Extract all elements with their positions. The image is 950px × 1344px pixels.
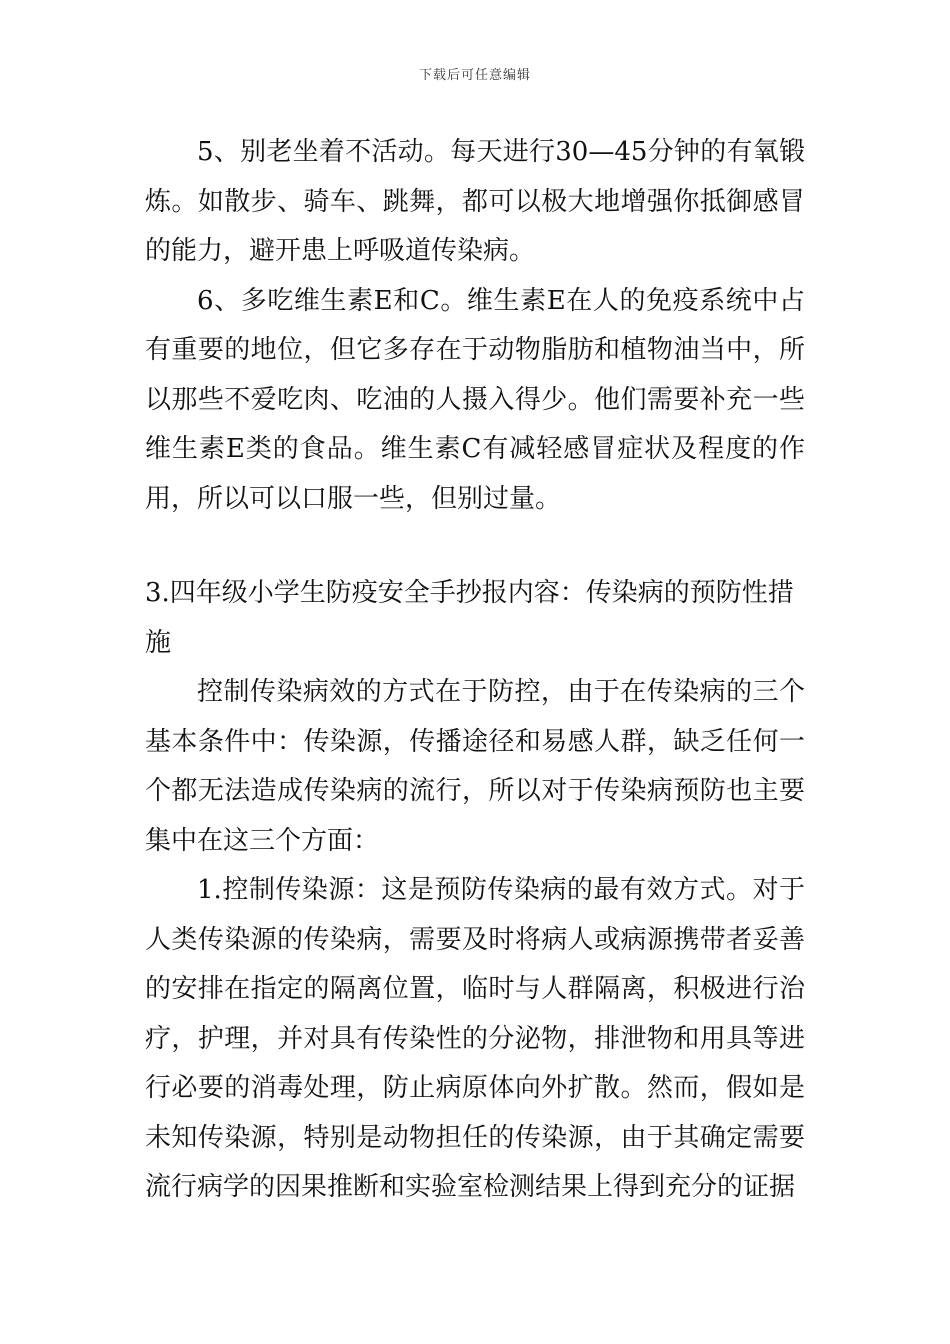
document-body xyxy=(145,128,805,1213)
paragraph-control-source: 1.控制传染源：这是预防传染病的最有效方式。对于人类传染源的传染病，需要及时将病人或病源携带者妥善的安排在指定的隔离位置，临时与人群隔离，积极进行治疗，护理，并对具有传染性的分泌物，排泄物和用具等进行必要的消毒处理，防止病原体向外扩散。然而，假如是未知传染源，特别是动物担任的传染源，由于其确定需要流行病学的因果推断和实验室检测结果上得到充分的证据 xyxy=(145,875,805,1202)
download-editable-note: 下载后可任意编辑 xyxy=(418,68,531,83)
paragraph-vitamin-tip: 6、多吃维生素E和C。维生素E在人的免疫系统中占有重要的地位，但它多存在于动物脂肪和植物油当中，所以那些不爱吃肉、吃油的人摄入得少。他们需要补充一些维生素E类的食品。维生素C有减轻感冒症状及程度的作用，所以可以口服一些，但别过量。 xyxy=(145,285,805,514)
paragraph-exercise-tip: 5、别老坐着不活动。每天进行30—45分钟的有氧锻炼。如散步、骑车、跳舞，都可以极大地增强你抵御感冒的能力，避开患上呼吸道传染病。 xyxy=(145,137,805,266)
section-heading: 3.四年级小学生防疫安全手抄报内容：传染病的预防性措施 xyxy=(145,578,794,658)
paragraph-prevention-intro: 控制传染病效的方式在于防控，由于在传染病的三个基本条件中：传染源，传播途径和易感人群，缺乏任何一个都无法造成传染病的流行，所以对于传染病预防也主要集中在这三个方面： xyxy=(145,677,805,856)
